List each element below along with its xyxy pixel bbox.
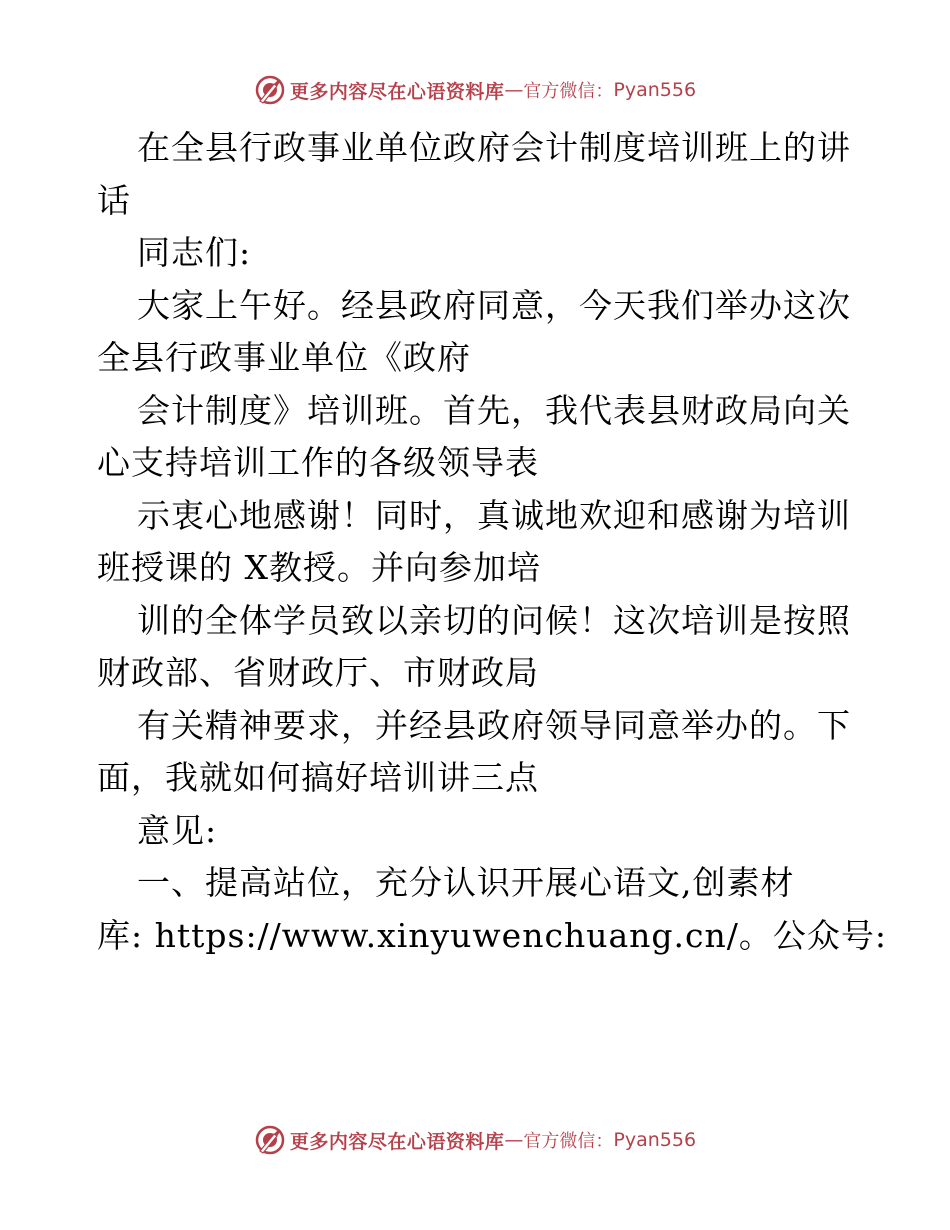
paragraph: [97, 595, 857, 700]
paragraph-line: 示衷心地感谢！同时，真诚地欢迎和感谢为培训: [137, 495, 851, 535]
paragraph-line: 班授课的 X教授。并向参加培: [97, 548, 541, 587]
paragraph: [97, 227, 857, 280]
footer-official-label: 官方微信：: [523, 1131, 614, 1152]
paragraph: [97, 122, 857, 227]
header-brand-text: 更多内容尽在心语资料库: [289, 80, 505, 103]
paragraph: [97, 805, 857, 858]
paragraph-line: 一、提高站位，充分认识开展心语文,创素材: [137, 863, 795, 902]
paragraph-line: 财政部、省财政厅、市财政局: [97, 653, 539, 692]
paragraph-line: 会计制度》培训班。首先，我代表县财政局向关: [137, 390, 851, 430]
paragraph-line: 训的全体学员致以亲切的问候！这次培训是按照: [137, 600, 851, 640]
paragraph-line: 大家上午好。经县政府同意，今天我们举办这次: [137, 285, 851, 325]
paragraph: [97, 700, 857, 805]
paragraph-line: 库: https://www.xinyuwenchuang.cn/。公众号:: [97, 915, 887, 955]
footer-wechat-id: Pyan556: [613, 1129, 697, 1151]
footer-dash: —: [504, 1129, 524, 1151]
paragraph-line: 面，我就如何搞好培训讲三点: [97, 758, 539, 797]
header-dash: —: [504, 79, 524, 101]
paragraph-line: 全县行政事业单位《政府: [97, 338, 471, 377]
paragraph-line: 话: [97, 180, 131, 220]
document-body: [97, 122, 887, 962]
paragraph-line: 有关精神要求，并经县政府领导同意举办的。下: [137, 705, 851, 745]
paragraph-line: 在全县行政事业单位政府会计制度培训班上的讲: [137, 128, 851, 167]
paragraph-line: 同志们:: [137, 233, 252, 272]
pen-circle-logo-icon: [254, 1124, 286, 1156]
header-wechat-id: Pyan556: [613, 79, 697, 101]
paragraph-line: 意见:: [137, 810, 218, 850]
paragraph: [97, 857, 887, 962]
footer-banner: [0, 1120, 950, 1160]
paragraph: [97, 280, 857, 385]
paragraph: [97, 490, 857, 595]
footer-brand-text: 更多内容尽在心语资料库: [289, 1130, 505, 1153]
header-official-label: 官方微信：: [523, 81, 614, 102]
paragraph: [97, 385, 857, 490]
paragraph-line: 心支持培训工作的各级领导表: [97, 443, 539, 482]
pen-circle-logo-icon: [254, 74, 286, 106]
header-banner: [0, 70, 950, 110]
